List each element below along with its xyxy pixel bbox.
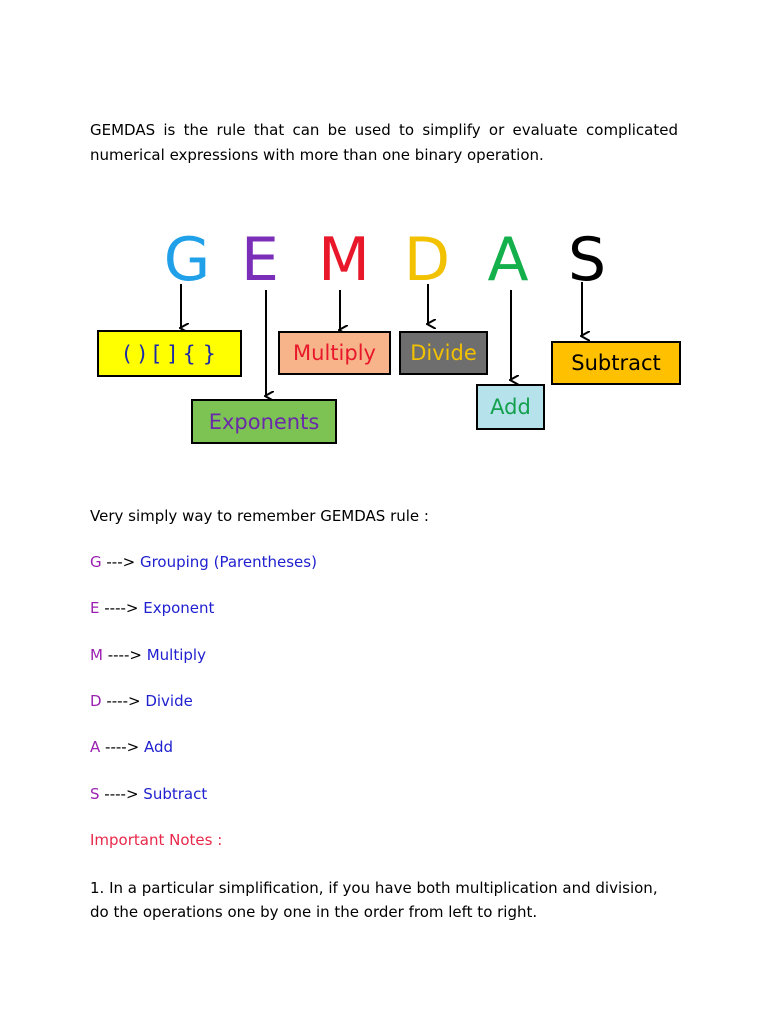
mnemonic-value: Grouping (Parentheses) [139, 553, 317, 571]
letter-d: D [403, 225, 451, 295]
add-box: Add [476, 384, 545, 430]
mnemonic-key: A [90, 738, 101, 756]
mnemonic-arrow: ----> [100, 738, 145, 756]
grouping-box: ( ) [ ] { } [97, 330, 242, 377]
mnemonic-value: Subtract [143, 785, 208, 803]
mnemonic-arrow: ----> [102, 646, 147, 664]
divide-box: Divide [399, 331, 488, 375]
mnemonic-value: Multiply [146, 646, 206, 664]
mnemonic-item-s [90, 784, 207, 804]
letter-g: G [163, 225, 211, 295]
mnemonic-key: G [90, 553, 102, 571]
mnemonic-key: M [90, 646, 103, 664]
mnemonic-arrow: ----> [101, 692, 146, 710]
mnemonic-value: Divide [145, 692, 193, 710]
multiply-box: Multiply [278, 331, 391, 375]
mnemonic-title: Very simply way to remember GEMDAS rule : [90, 507, 429, 525]
mnemonic-value: Exponent [143, 599, 215, 617]
mnemonic-arrow: ----> [99, 785, 144, 803]
intro-paragraph: GEMDAS is the rule that can be used to simplify or evaluate complicated numerical expressions with more than one binary operation. [90, 121, 678, 164]
mnemonic-arrow: ---> [101, 553, 140, 571]
mnemonic-item-m [90, 645, 206, 665]
mnemonic-key: E [90, 599, 100, 617]
letter-e: E [241, 225, 279, 295]
mnemonic-arrow: ----> [99, 599, 144, 617]
mnemonic-item-g [90, 552, 317, 572]
letter-a: A [487, 225, 529, 295]
letter-s: S [567, 225, 607, 295]
mnemonic-key: S [90, 785, 100, 803]
letter-m: M [318, 225, 370, 295]
mnemonic-item-a [90, 737, 173, 757]
mnemonic-item-e [90, 598, 214, 618]
important-notes-heading: Important Notes : [90, 831, 223, 849]
mnemonic-item-d [90, 691, 193, 711]
note-item: 1. In a particular simplification, if you have both multiplication and division, do the operations one by one in the order from left to right. [90, 879, 658, 921]
subtract-box: Subtract [551, 341, 681, 385]
exponents-box: Exponents [191, 399, 337, 444]
mnemonic-key: D [90, 692, 102, 710]
mnemonic-value: Add [144, 738, 174, 756]
